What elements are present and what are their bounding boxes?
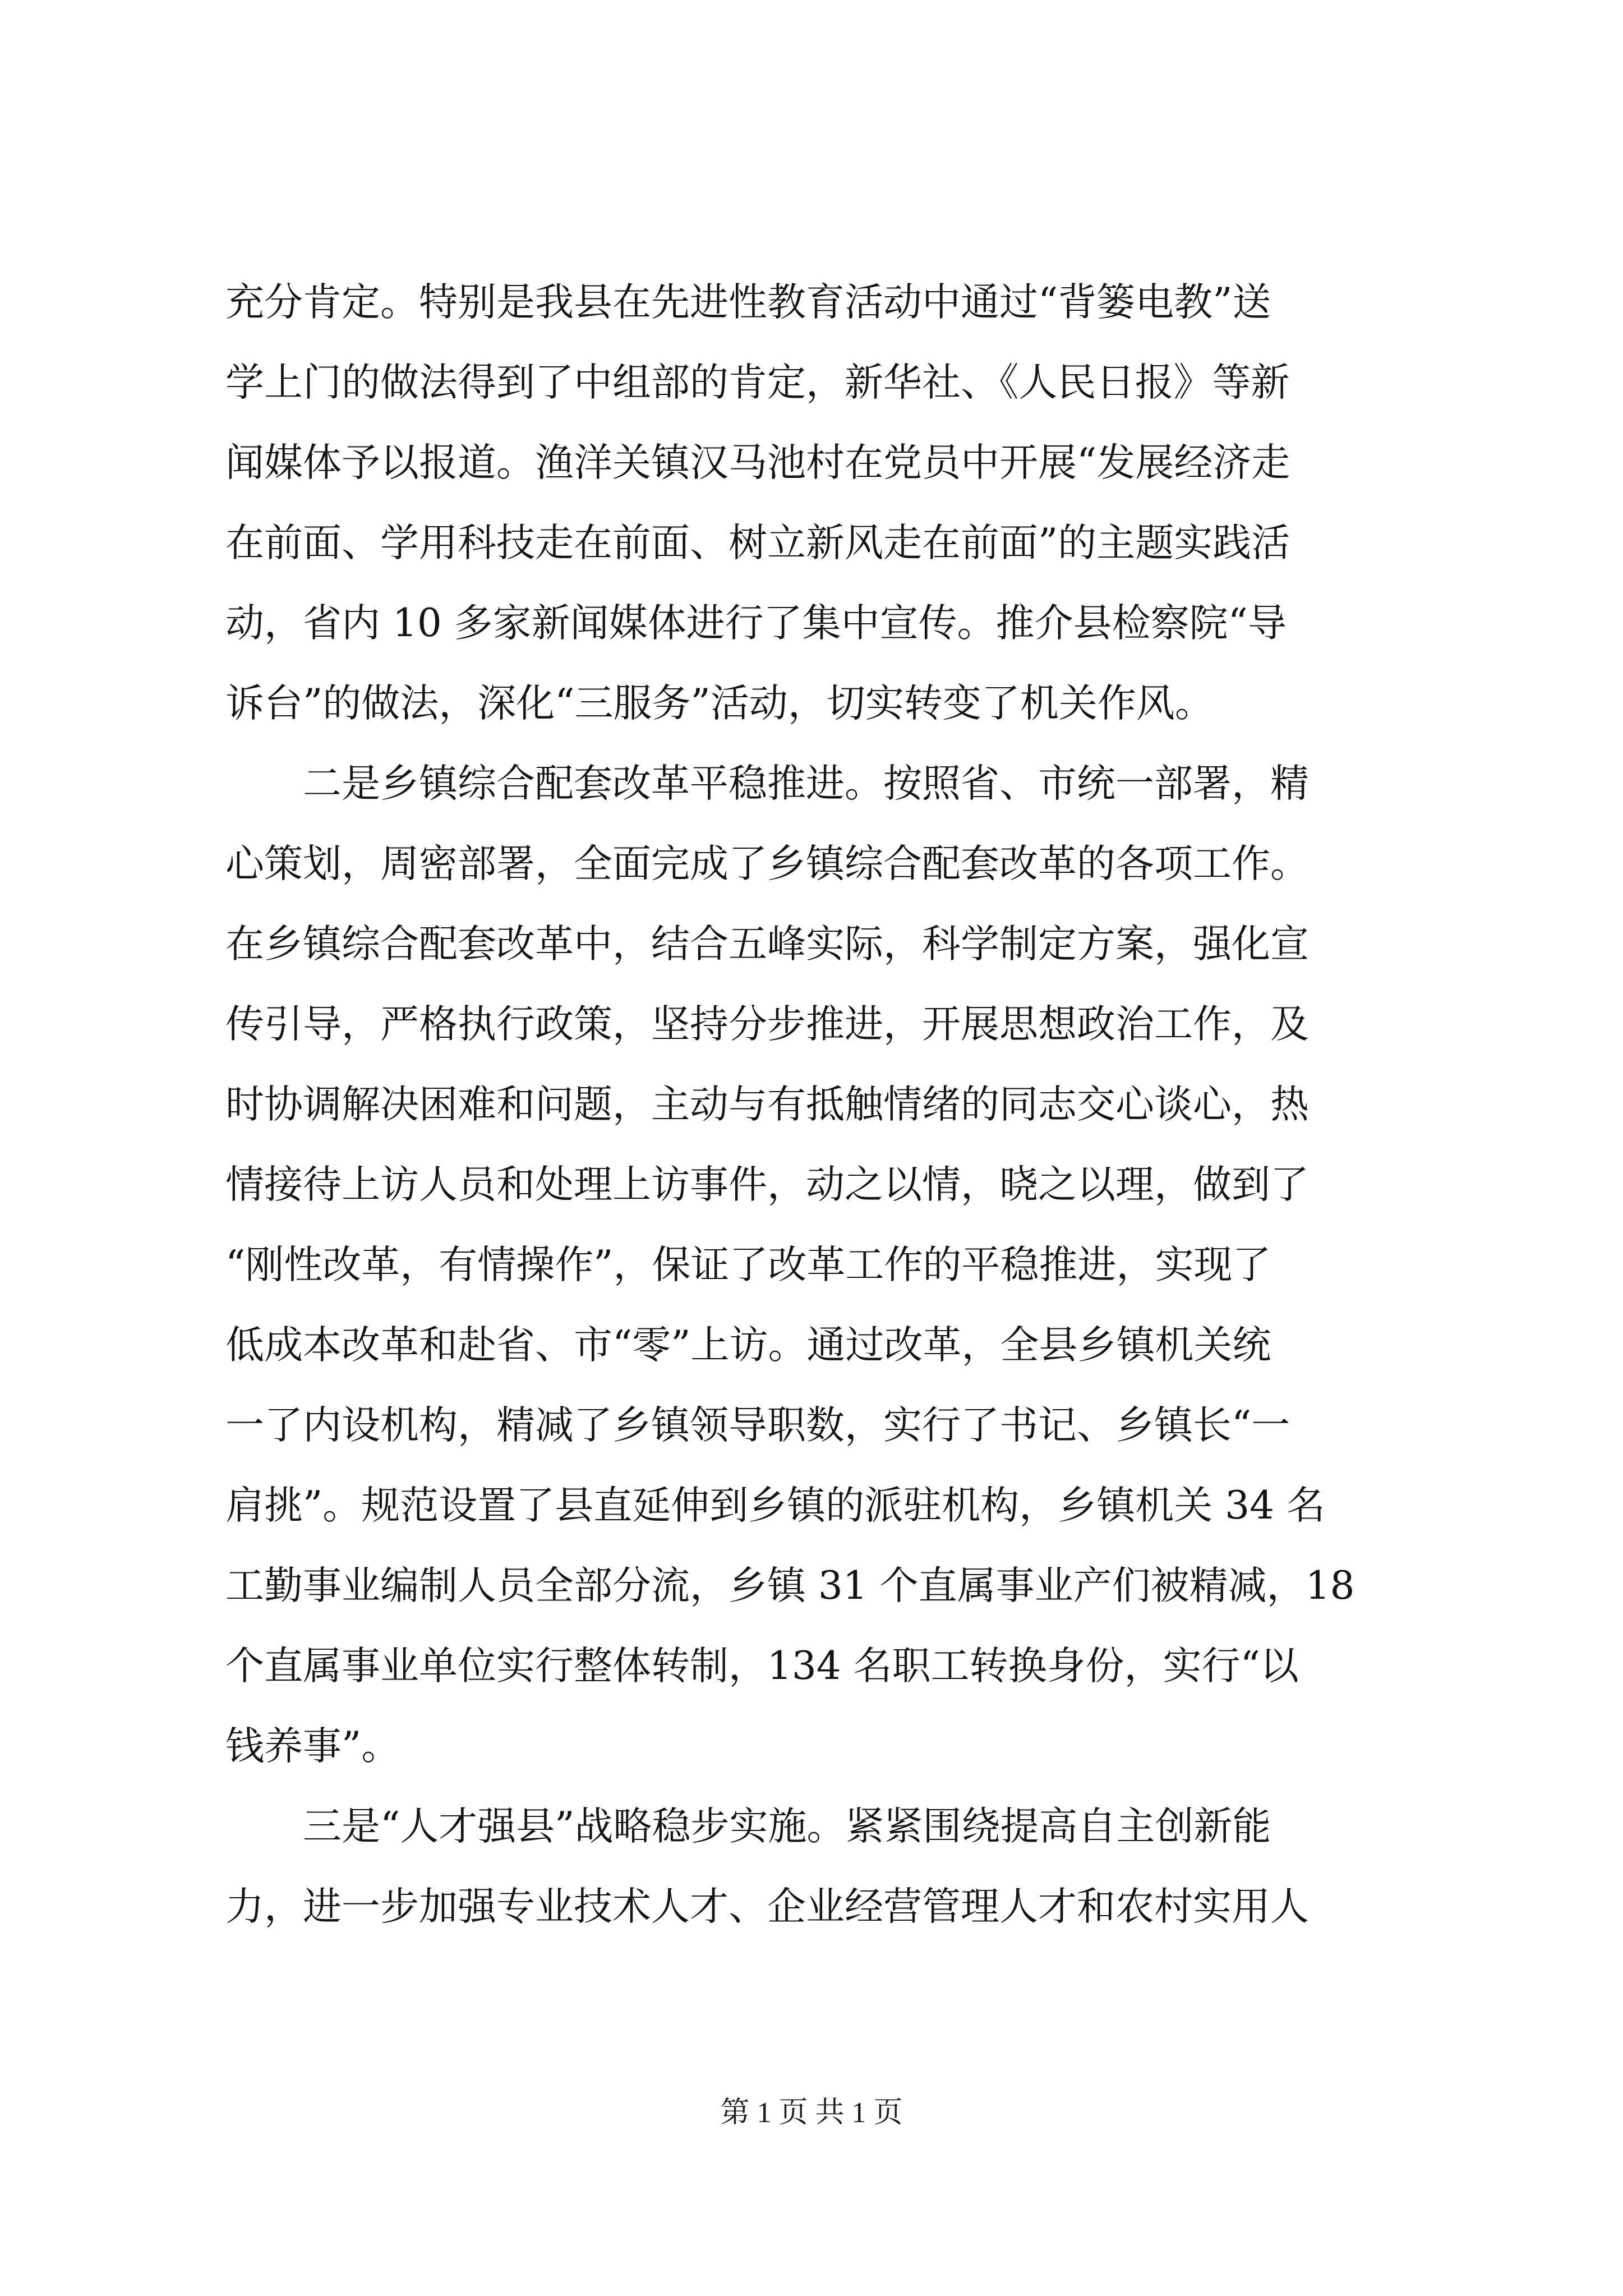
text-line: 肩挑”。规范设置了县直延伸到乡镇的派驻机构，乡镇机关 34 名 <box>225 1483 1325 1528</box>
text-line: 学上门的做法得到了中组部的肯定，新华社、《人民日报》等新 <box>225 360 1290 405</box>
text-line: 情接待上访人员和处理上访事件，动之以情，晓之以理，做到了 <box>225 1162 1309 1207</box>
text-line: 时协调解决困难和问题，主动与有抵触情绪的同志交心谈心，热 <box>225 1082 1309 1127</box>
text-line: 一了内设机构，精减了乡镇领导职数，实行了书记、乡镇长“一 <box>225 1403 1290 1448</box>
body-text <box>225 263 1426 1947</box>
text-line: 个直属事业单位实行整体转制，134 名职工转换身份，实行“以 <box>225 1644 1299 1688</box>
text-line: 力，进一步加强专业技术人才、企业经营管理人才和农村实用人 <box>225 1884 1309 1929</box>
text-line: 动，省内 10 多家新闻媒体进行了集中宣传。推介县检察院“导 <box>225 601 1287 646</box>
text-line: 三是“人才强县”战略稳步实施。紧紧围绕提高自主创新能 <box>225 1804 1271 1849</box>
text-line: 二是乡镇综合配套改革平稳推进。按照省、市统一部署，精 <box>225 761 1309 806</box>
text-line: 在乡镇综合配套改革中，结合五峰实际，科学制定方案，强化宣 <box>225 922 1309 967</box>
text-line: 充分肯定。特别是我县在先进性教育活动中通过“背篓电教”送 <box>225 280 1271 325</box>
text-line: 钱养事”。 <box>225 1724 400 1769</box>
page-footer: 第 1 页 共 1 页 <box>720 2097 903 2129</box>
text-line: 在前面、学用科技走在前面、树立新风走在前面”的主题实践活 <box>225 521 1290 565</box>
text-line: 工勤事业编制人员全部分流，乡镇 31 个直属事业产们被精减，18 <box>225 1563 1355 1608</box>
text-line: 诉台”的做法，深化“三服务”活动，切实转变了机关作风。 <box>225 681 1214 726</box>
text-line: 闻媒体予以报道。渔洋关镇汉马池村在党员中开展“发展经济走 <box>225 440 1290 485</box>
text-line: “刚性改革，有情操作”，保证了改革工作的平稳推进，实现了 <box>225 1243 1271 1287</box>
text-line: 传引导，严格执行政策，坚持分步推进，开展思想政治工作，及 <box>225 1002 1309 1047</box>
text-line: 低成本改革和赴省、市“零”上访。通过改革，全县乡镇机关统 <box>225 1323 1271 1368</box>
text-line: 心策划，周密部署，全面完成了乡镇综合配套改革的各项工作。 <box>225 841 1309 886</box>
